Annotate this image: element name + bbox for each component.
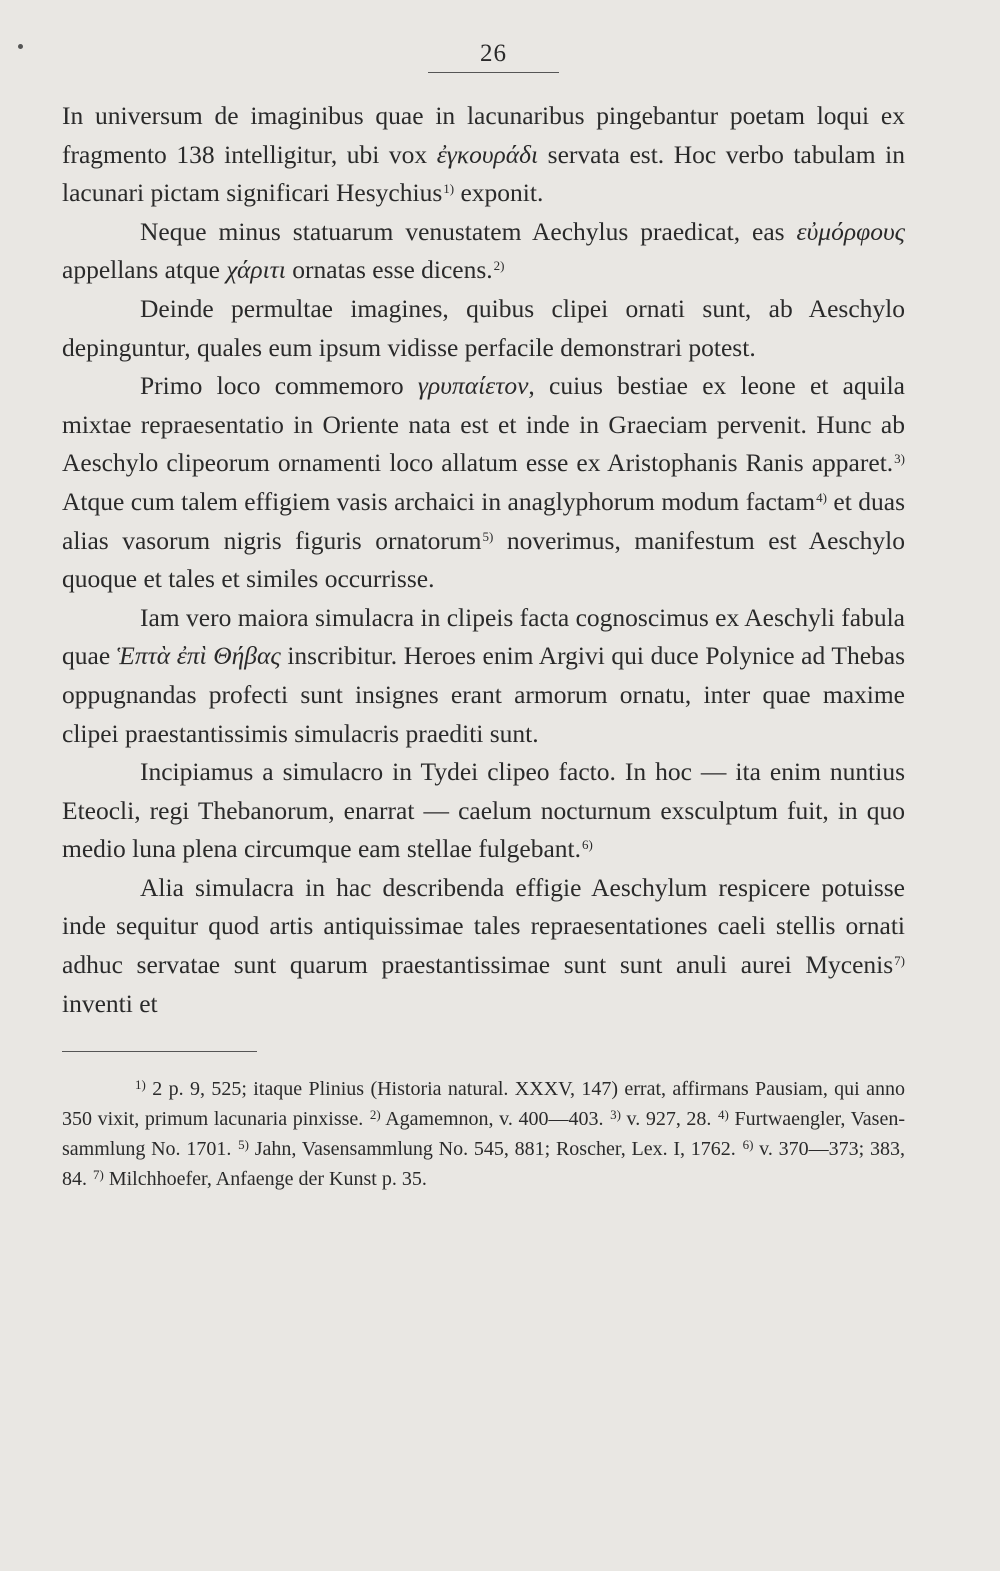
text-run: Jahn, Vasensammlung No. 545, 881; Roscher, Lex. I, 1762. bbox=[248, 1138, 742, 1161]
text-run: ornatas esse dicens. bbox=[285, 255, 493, 285]
footnote-marker: 5) bbox=[482, 528, 494, 544]
footnote-marker: 7) bbox=[894, 953, 905, 969]
body-text bbox=[62, 97, 905, 1023]
footnote bbox=[62, 1074, 905, 1194]
footnote-marker: 4) bbox=[816, 489, 827, 505]
footnote-rule bbox=[62, 1051, 257, 1052]
text-run: servata est. Hoc verbo tabulam in lacunari pictam significari Hesychius bbox=[62, 139, 905, 208]
text-run: Incipiamus a simulacro in Tydei clipeo facto. In hoc — ita enim nuntius Eteocli, regi Thebanorum, enarrat — caelum nocturnum exsculptum fuit, in quo medio luna plena circumque eam stellae fulgebant. bbox=[62, 757, 905, 864]
page-header bbox=[82, 40, 905, 73]
footnote-marker: 2) bbox=[493, 258, 505, 274]
paragraph bbox=[62, 97, 905, 213]
footnote-marker: 3) bbox=[610, 1107, 621, 1123]
footnotes bbox=[62, 1074, 905, 1194]
footnote-marker: 1) bbox=[135, 1077, 146, 1093]
text-run: inscribitur. Heroes enim Argivi qui duce Polynice ad Thebas oppugnandas profecti sunt insignes erant armorum ornatu, inter quae maxime clipei praestantissimis simulacris praediti sunt. bbox=[62, 641, 906, 748]
footnote-marker: 6) bbox=[742, 1137, 754, 1153]
text-run: In universum de imaginibus quae in lacunaribus pingebantur poetam loqui ex fragmento 138 intelligitur, ubi vox bbox=[62, 101, 905, 169]
footnote-marker: 7) bbox=[93, 1167, 104, 1183]
greek-word: γρυπαίετον bbox=[417, 371, 529, 401]
text-run: noverimus, manifestum est Aeschylo quoque et tales et similes occurrisse. bbox=[62, 525, 905, 594]
text-run: appellans atque bbox=[62, 255, 227, 285]
text-run: Milchhoefer, Anfaenge der Kunst p. 35. bbox=[103, 1168, 427, 1191]
text-run: Furtwaengler, Vasensammlung No. 1701. bbox=[62, 1108, 906, 1161]
text-run: Neque minus statuarum venustatem Aechylus praedicat, eas bbox=[140, 216, 797, 246]
text-run: Iam vero maiora simulacra in clipeis facta cognoscimus ex Aeschyli fabula quae bbox=[62, 602, 905, 671]
greek-word: ἐγκουράδι bbox=[436, 139, 539, 169]
text-run: Alia simulacra in hac describenda effigie Aeschylum respicere potuisse inde sequitur quod artis antiquissimae tales repraesentationes caeli stellis ornati adhuc servatae sunt quarum praestantissimae sunt sunt anuli aurei Mycenis bbox=[62, 872, 905, 980]
page-number: 26 bbox=[428, 40, 559, 73]
footnote-marker: 5) bbox=[238, 1137, 249, 1153]
paragraph bbox=[62, 753, 905, 869]
paragraph bbox=[62, 213, 905, 290]
greek-word: εὐμόρφους bbox=[796, 216, 905, 246]
text-run: exponit. bbox=[454, 178, 544, 208]
greek-word: Ἑπτὰ ἐπὶ Θήβας bbox=[116, 641, 281, 671]
text-run: et duas alias vasorum nigris figuris ornatorum bbox=[62, 486, 905, 555]
text-run: , cuius bestiae ex leone et aquila mixtae repraesentatio in Oriente nata est et inde in Graeciam pervenit. Hunc ab Aeschylo clipeorum ornamenti loco allatum esse ex Aristophanis Ranis apparet. bbox=[62, 371, 905, 478]
text-run: inventi et bbox=[62, 988, 158, 1018]
text-run: Atque cum talem effigiem vasis archaici in anaglyphorum modum factam bbox=[62, 486, 816, 516]
paragraph bbox=[62, 367, 905, 599]
text-run: 2 p. 9, 525; itaque Plinius (Historia natural. XXXV, 147) errat, affirmans Pausiam, qui anno 350 vixit, primum lacunaria pinxisse. bbox=[62, 1078, 905, 1131]
footnote-marker: 6) bbox=[582, 837, 593, 853]
text-run: v. 927, 28. bbox=[620, 1108, 718, 1131]
footnote-marker: 2) bbox=[369, 1107, 381, 1123]
text-run: Primo loco commemoro bbox=[140, 371, 418, 401]
footnote-marker: 4) bbox=[718, 1107, 729, 1123]
greek-word: χάριτι bbox=[226, 255, 286, 285]
text-run: Agamemnon, v. 400—403. bbox=[380, 1108, 610, 1131]
text-run: Deinde permultae imagines, quibus clipei ornati sunt, ab Aeschylo depinguntur, quales eum ipsum vidisse perfacile demonstrari potest. bbox=[62, 293, 905, 362]
paragraph bbox=[62, 869, 905, 1023]
footnote-marker: 3) bbox=[894, 451, 905, 467]
scan-speck bbox=[18, 44, 23, 49]
paragraph bbox=[62, 290, 905, 367]
paragraph bbox=[62, 599, 905, 753]
footnote-marker: 1) bbox=[443, 181, 455, 197]
text-run: v. 370—373; 383, 84. bbox=[62, 1138, 905, 1191]
